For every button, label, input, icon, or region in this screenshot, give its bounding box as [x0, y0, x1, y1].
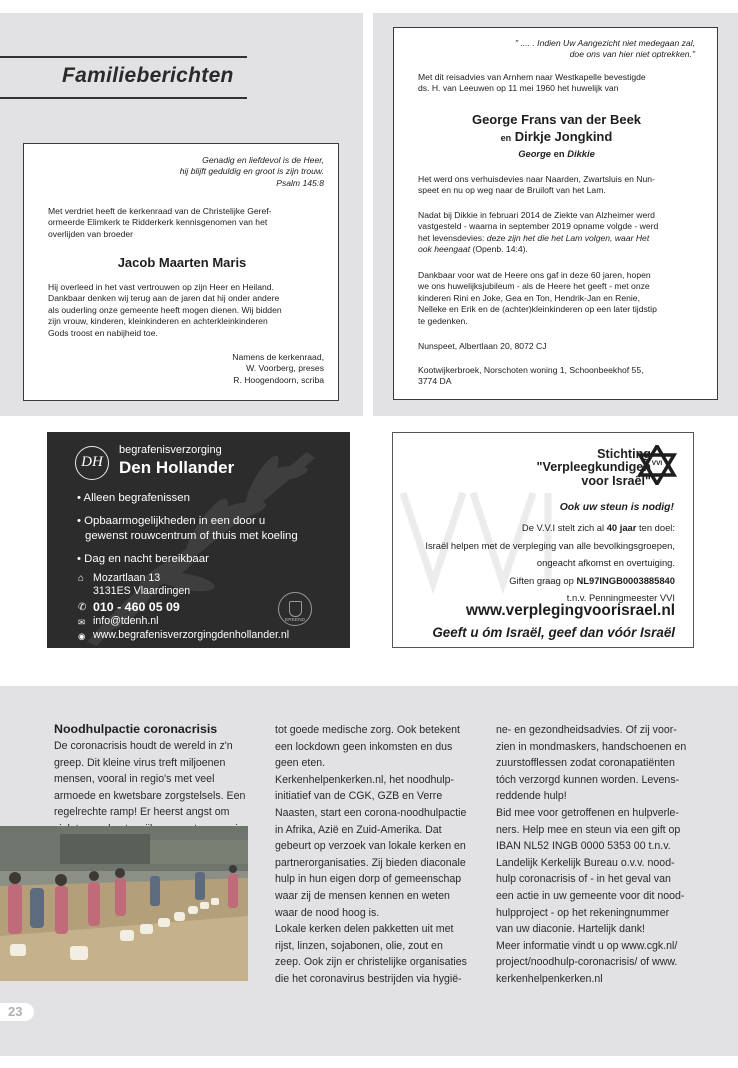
text-line: waar zij de mensen kennen en weten: [275, 889, 450, 902]
text-line: ne- en gezondheidsadvies. Of zij voor-: [496, 724, 677, 736]
text-line: initiatief van de CGK, GZB en Verre: [275, 790, 443, 803]
address-line: Mozartlaan 13: [93, 572, 161, 584]
text-line: Met verdriet heeft de kerkenraad van de Christelijke Geref-: [48, 206, 272, 216]
text-line: Kootwijkerbroek, Norschoten woning 1, Schoonbeekhof 55,: [418, 365, 644, 375]
years-highlight: 40 jaar: [606, 522, 637, 533]
text-line: ds. H. van Leeuwen op 11 mei 1960 het huwelijk van: [418, 83, 619, 94]
text-line: Gods troost en nabijheid toe.: [48, 327, 158, 338]
quote-line: hij blijft geduldig en groot is zijn trouw.: [179, 166, 324, 177]
text-line: ormeerde Elimkerk te Ridderkerk kennisgenomen van het: [48, 217, 268, 228]
photo-illustration: [0, 826, 248, 981]
phone-number[interactable]: 010 - 460 05 09: [93, 600, 180, 614]
text-line: W. Voorberg, preses: [246, 363, 324, 374]
appeal-text: [397, 519, 675, 607]
bride-name: Dirkje Jongkind: [514, 129, 613, 144]
text-line: overlijden van broeder: [48, 228, 134, 239]
deceased-name: Jacob Maarten Maris: [117, 255, 247, 270]
text-line: Bid mee voor getroffenen en hulpverle-: [496, 806, 679, 819]
text-line: mensen, vooral in regio's met veel: [54, 773, 215, 786]
text-line: geen eten.: [275, 757, 326, 770]
text-line: Hij overleed in het vast vertrouwen op zijn Heer en Heiland.: [48, 282, 274, 292]
notice-signature: [24, 352, 324, 386]
seal-text: ERKEND: [285, 618, 305, 623]
conjunction: en: [553, 148, 565, 159]
article-title: Noodhulpactie coronacrisis: [54, 722, 218, 736]
address: [93, 572, 190, 598]
dh-logo-icon: DH: [75, 446, 109, 480]
text-line: Nadat bij Dikkie in februari 2014 de Ziekte van Alzheimer werd: [418, 210, 655, 220]
brand-name: Den Hollander: [119, 458, 235, 477]
ad-vvi: [392, 432, 694, 648]
text-line: zijn vrouw, kinderen, kleinkinderen en achterkleinkinderen: [48, 316, 268, 327]
ad-den-hollander: [47, 432, 350, 648]
article-column-3: [496, 722, 694, 988]
text-line: Naasten, start een corona-noodhulpactie: [275, 806, 467, 819]
text-line: rijst, linzen, sojabonen, olie, zout en: [275, 939, 443, 952]
notice-body: [48, 282, 338, 339]
text-line: we ons huwelijksjubileum - als de Heere het geeft - met onze: [418, 281, 650, 292]
text-line: Het werd ons verhuisdevies naar Naarden, Zwartsluis en Nun-: [418, 174, 655, 184]
text-line: kerkenhelpenkerken.nl: [496, 972, 603, 985]
text-line: De coronacrisis houdt de wereld in z'n: [54, 740, 233, 752]
bride-line: [394, 129, 719, 146]
text-line: van uw diaconie. Hartelijk dank!: [496, 923, 645, 936]
bullet-item: gewenst rouwcentrum of thuis met koeling: [85, 530, 298, 542]
page-number: 23: [0, 1003, 34, 1021]
text-line: regelrechte ramp! Er heerst angst om: [54, 806, 230, 819]
quote-line: " .... . Indien Uw Aangezicht niet medegaan zal,: [515, 38, 695, 48]
text-line: Landelijk Kerkelijk Bureau o.v.v. nood-: [496, 856, 675, 869]
text-span: ten doel:: [639, 522, 675, 533]
org-line: voor Israël": [581, 473, 651, 488]
home-icon: ⌂: [78, 573, 85, 584]
text-line: kinderen Rini en Joke, Gea en Ton, Hendrik-Jan en Renie,: [418, 292, 640, 303]
text-line: hulpproject - op het rekeningnummer: [496, 906, 670, 919]
text-span: De V.V.I stelt zich al: [521, 522, 605, 533]
nicknames: [394, 148, 719, 159]
text-line: hulp in hun eigen dorp of gemeenschap: [275, 873, 462, 886]
website-link[interactable]: www.begrafenisverzorgingdenhollander.nl: [93, 629, 290, 641]
text-line: gebeurt op verzoek van lokale kerken en: [275, 840, 466, 853]
text-line: Lokale kerken delen pakketten uit met: [275, 923, 454, 936]
heading-rule-bottom: [0, 97, 247, 99]
text-line: speet en nu op weg naar de Bruiloft van het Lam.: [418, 185, 606, 196]
article-column-2: [275, 722, 473, 988]
tagline: Ook uw steun is nodig!: [559, 502, 674, 513]
death-notice: [23, 143, 339, 401]
org-line: "Verpleegkundigen: [536, 460, 651, 475]
service-bullets: [77, 491, 298, 567]
text-line: t.n.v. Penningmeester VVI: [566, 592, 675, 603]
text-span: het levensdevies:: [418, 232, 485, 243]
text-line: Namens de kerkenraad,: [232, 352, 324, 362]
text-line: armoede en kwetsbare zorgstelsels. Een: [54, 789, 246, 802]
text-line: Met dit reisadvies van Arnhem naar Westkapelle bevestigde: [418, 72, 646, 82]
text-line: die het coronavirus bestrijden via hygië-: [275, 972, 462, 985]
article-column-1: [54, 738, 250, 838]
logo-text: VVI: [651, 460, 663, 467]
notice-quote: [394, 38, 695, 61]
groom-name: George Frans van der Beek: [471, 112, 642, 127]
text-line: Meer informatie vindt u op www.cgk.nl/: [496, 939, 678, 952]
aid-distribution-photo: [0, 826, 248, 981]
italic-span: deze zijn het die het Lam volgen, waar Het: [486, 232, 650, 243]
text-line: zeep. Ook zijn er christelijke organisaties: [275, 956, 467, 969]
brand-subtitle: begrafenisverzorging: [119, 444, 222, 456]
italic-span: ook heengaat: [418, 244, 471, 255]
conjunction: en: [500, 133, 512, 143]
text-line: te gedenken.: [418, 315, 468, 326]
quote-line: doe ons van hier niet optrekken.": [569, 49, 695, 60]
text-line: een lockdown geen inkomsten en dus: [275, 740, 453, 753]
mail-icon: ✉: [78, 617, 86, 627]
bank-account: NL97INGB0003885840: [576, 574, 675, 586]
section-title: Familieberichten: [62, 64, 234, 87]
notice-quote: [24, 155, 324, 189]
text-line: greep. Dit kleine virus treft miljoenen: [54, 756, 226, 769]
bullet-item: • Dag en nacht bereikbaar: [77, 553, 209, 565]
slogan: Geeft u óm Israël, geef dan vóór Israël: [432, 625, 675, 640]
text-line: hulp coronacrisis of - in het geval van: [496, 873, 671, 886]
bullet-item: • Opbaarmogelijkheden in een door u: [77, 515, 266, 527]
text-line: Nelleke en Erik en de (achter)kleinkinderen op een later tijdstip: [418, 304, 657, 315]
org-line: Stichting: [597, 447, 651, 461]
text-line: R. Hoogendoorn, scriba: [233, 374, 324, 385]
bullet-item: • Alleen begrafenissen: [77, 492, 190, 504]
quote-line: Genadig en liefdevol is de Heer,: [202, 155, 324, 165]
text-line: IBAN NL52 INGB 0000 5353 00 t.n.v.: [496, 840, 671, 853]
notice-para: [418, 174, 708, 197]
quote-reference: Psalm 145:8: [276, 177, 324, 188]
text-line: tóch verzorgd kunnen worden. Levens-: [496, 773, 680, 786]
globe-icon: ◉: [78, 631, 86, 641]
text-line: als ouderling onze gemeente heeft mogen dienen. Wij bidden: [48, 304, 282, 315]
text-line: 3774 DA: [418, 376, 452, 387]
text-line: zuurstofflessen zodat coronapatiënten: [496, 757, 675, 770]
text-line: project/noodhulp-coronacrisis/ of www.: [496, 956, 678, 969]
notice-para: [418, 210, 713, 256]
notice-para: [418, 270, 713, 327]
text-line: Dankbaar voor wat de Heere ons gaf in deze 60 jaren, hopen: [418, 270, 651, 280]
anniversary-notice: [393, 27, 718, 400]
address-line: 3131ES Vlaardingen: [93, 585, 191, 597]
org-name: [473, 448, 651, 488]
text-line: in Afrika, Azië en Zuid-Amerika. Dat: [275, 823, 442, 836]
text-line: Kerkenhelpenkerken.nl, het noodhulp-: [275, 773, 455, 786]
email-link[interactable]: info@tdenh.nl: [93, 615, 159, 627]
address: Nunspeet, Albertlaan 20, 8072 CJ: [418, 341, 547, 351]
nickname: George: [518, 148, 552, 159]
seal-shield: [289, 601, 302, 617]
text-line: ongeacht afkomst en overtuiging.: [536, 557, 675, 568]
text-line: tot goede medische zorg. Ook betekent: [275, 724, 460, 736]
heading-rule-top: [0, 56, 247, 58]
phone-icon: ✆: [78, 602, 87, 613]
text-line: Israël helpen met de verpleging van alle bevolkingsgroepen,: [425, 539, 675, 551]
notice-intro: [418, 72, 708, 95]
text-line: Dankbaar denken wij terug aan de jaren dat hij onder andere: [48, 293, 280, 304]
text-line: ners. Help mee en steun via een gift op: [496, 823, 681, 836]
text-line: vastgesteld - waarna in september 2019 opname volgde - werd: [418, 221, 659, 232]
bible-reference: (Openb. 14:4).: [472, 244, 528, 255]
text-line: reddende hulp!: [496, 790, 567, 803]
text-line: waar de nood hoog is.: [275, 906, 380, 919]
text-line: zien in mondmaskers, handschoenen en: [496, 740, 687, 753]
address: [418, 365, 713, 388]
text-line: partnerorganisaties. Zij bieden diaconale: [275, 856, 466, 869]
text-span: Giften graag op: [509, 574, 574, 586]
notice-intro: [48, 206, 328, 240]
nickname: Dikkie: [567, 148, 595, 159]
certification-seal-icon: [278, 592, 312, 626]
text-line: een actie in uw gemeente voor dit nood-: [496, 889, 685, 902]
website-link[interactable]: www.verplegingvoorisrael.nl: [466, 602, 675, 619]
